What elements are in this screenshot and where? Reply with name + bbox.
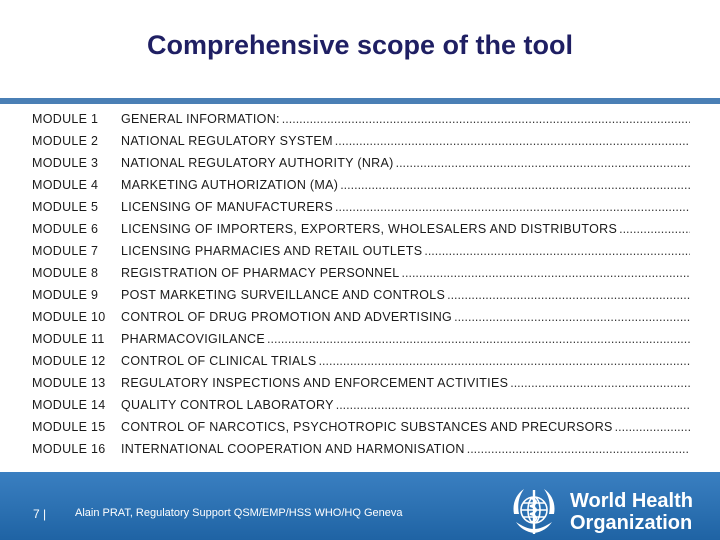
- module-number: MODULE 11: [32, 332, 105, 346]
- module-number: MODULE 4: [32, 178, 99, 192]
- module-list: [32, 108, 692, 460]
- dot-leader: [335, 130, 690, 152]
- slide-title: Comprehensive scope of the tool: [146, 30, 574, 60]
- dot-leader: [424, 240, 690, 262]
- module-row: [32, 262, 692, 284]
- who-emblem-icon: [506, 484, 562, 540]
- module-title: POST MARKETING SURVEILLANCE AND CONTROLS: [121, 288, 446, 302]
- module-number: MODULE 10: [32, 310, 106, 324]
- module-title: REGULATORY INSPECTIONS AND ENFORCEMENT ACTIVITIES: [121, 376, 509, 390]
- module-title-line: [121, 174, 690, 196]
- module-row: [32, 130, 692, 152]
- module-number: MODULE 14: [32, 398, 106, 412]
- module-row: [32, 328, 692, 350]
- dot-leader: [335, 196, 690, 218]
- module-number: MODULE 5: [32, 200, 99, 214]
- module-title-line: [121, 306, 690, 328]
- module-title: MARKETING AUTHORIZATION (MA): [121, 178, 339, 192]
- module-title: LICENSING PHARMACIES AND RETAIL OUTLETS: [121, 244, 423, 258]
- dot-leader: [619, 218, 690, 240]
- module-title-line: [121, 328, 690, 350]
- module-row: [32, 284, 692, 306]
- module-row: [32, 108, 692, 130]
- module-title-line: [121, 350, 690, 372]
- module-row: [32, 306, 692, 328]
- module-title: GENERAL INFORMATION:: [121, 112, 280, 126]
- module-number: MODULE 3: [32, 156, 99, 170]
- module-title-line: [121, 218, 690, 240]
- dot-leader: [336, 394, 690, 416]
- module-title: NATIONAL REGULATORY SYSTEM: [121, 134, 333, 148]
- module-title-line: [121, 438, 690, 460]
- who-wordmark: [570, 490, 693, 534]
- page-number: 7 |: [33, 507, 47, 521]
- dot-leader: [467, 438, 690, 460]
- dot-leader: [319, 350, 690, 372]
- module-number: MODULE 8: [32, 266, 99, 280]
- module-row: [32, 394, 692, 416]
- module-number: MODULE 13: [32, 376, 106, 390]
- module-title-line: [121, 108, 690, 130]
- footer-credit: Alain PRAT, Regulatory Support QSM/EMP/HSS WHO/HQ Geneva: [75, 507, 403, 519]
- module-number: MODULE 12: [32, 354, 106, 368]
- module-number: MODULE 15: [32, 420, 106, 434]
- module-title-line: [121, 240, 690, 262]
- module-title-line: [121, 152, 690, 174]
- module-row: [32, 372, 692, 394]
- dot-leader: [615, 416, 690, 438]
- module-row: [32, 196, 692, 218]
- module-title: CONTROL OF DRUG PROMOTION AND ADVERTISING: [121, 310, 453, 324]
- module-row: [32, 218, 692, 240]
- module-row: [32, 152, 692, 174]
- module-title-line: [121, 196, 690, 218]
- module-title: NATIONAL REGULATORY AUTHORITY (NRA): [121, 156, 394, 170]
- module-number: MODULE 2: [32, 134, 99, 148]
- dot-leader: [454, 306, 690, 328]
- module-title: LICENSING OF IMPORTERS, EXPORTERS, WHOLESALERS AND DISTRIBUTORS: [121, 222, 618, 236]
- module-title: CONTROL OF CLINICAL TRIALS: [121, 354, 317, 368]
- module-title: LICENSING OF MANUFACTURERS: [121, 200, 333, 214]
- who-wordmark-line1: World Health: [570, 490, 693, 512]
- module-title: INTERNATIONAL COOPERATION AND HARMONISATION: [121, 442, 465, 456]
- module-row: [32, 240, 692, 262]
- module-number: MODULE 9: [32, 288, 99, 302]
- module-title-line: [121, 262, 690, 284]
- module-number: MODULE 1: [32, 112, 99, 126]
- module-title: PHARMACOVIGILANCE: [121, 332, 266, 346]
- module-number: MODULE 7: [32, 244, 99, 258]
- module-row: [32, 416, 692, 438]
- dot-leader: [267, 328, 690, 350]
- module-title-line: [121, 394, 690, 416]
- title-divider: [0, 98, 720, 104]
- module-row: [32, 350, 692, 372]
- dot-leader: [402, 262, 690, 284]
- who-wordmark-line2: Organization: [570, 512, 693, 534]
- module-number: MODULE 6: [32, 222, 99, 236]
- dot-leader: [282, 108, 690, 130]
- module-number: MODULE 16: [32, 442, 106, 456]
- module-title-line: [121, 284, 690, 306]
- module-row: [32, 174, 692, 196]
- module-title: REGISTRATION OF PHARMACY PERSONNEL: [121, 266, 400, 280]
- module-title: QUALITY CONTROL LABORATORY: [121, 398, 334, 412]
- module-title-line: [121, 416, 690, 438]
- module-row: [32, 438, 692, 460]
- dot-leader: [510, 372, 690, 394]
- dot-leader: [340, 174, 690, 196]
- module-title: CONTROL OF NARCOTICS, PSYCHOTROPIC SUBSTANCES AND PRECURSORS: [121, 420, 613, 434]
- module-title-line: [121, 130, 690, 152]
- module-title-line: [121, 372, 690, 394]
- dot-leader: [447, 284, 690, 306]
- dot-leader: [396, 152, 690, 174]
